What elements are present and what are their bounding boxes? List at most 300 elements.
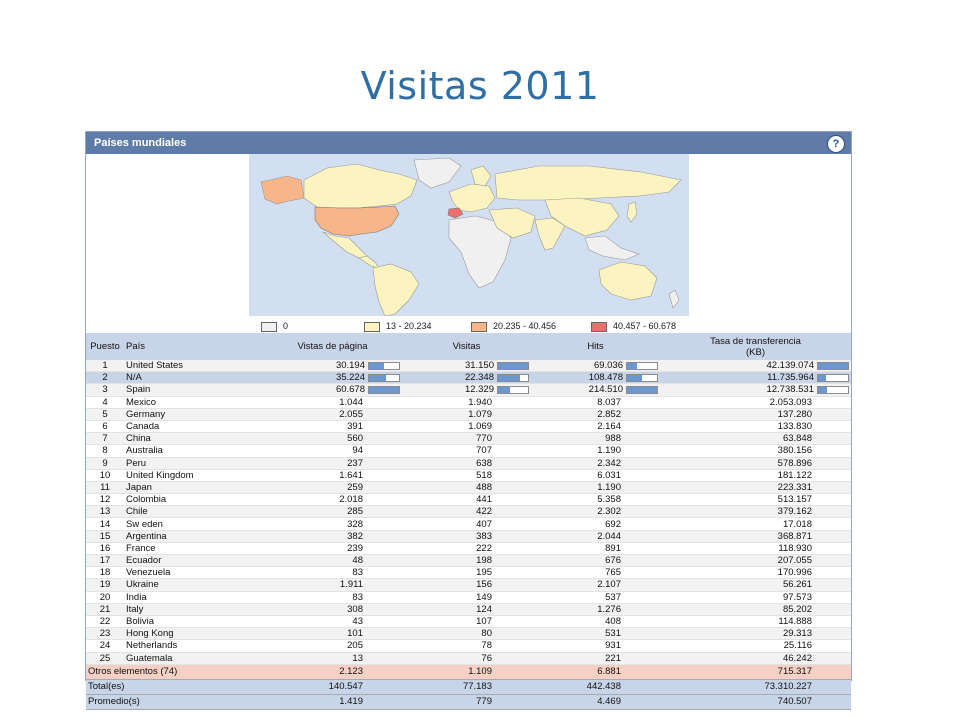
cell-country[interactable]: China [124,433,263,445]
cell-visits [402,555,531,567]
cell-pageviews-value: 205 [347,640,363,652]
cell-transfer [660,652,851,664]
header-rank[interactable]: Puesto [86,333,124,360]
cell-transfer-value: 12.738.531 [766,384,814,396]
cell-hits [531,591,660,603]
cell-hits [531,457,660,469]
legend-item-1 [364,320,432,332]
cell-visits-bar [497,386,529,394]
cell-transfer-bar-fill [818,387,827,393]
cell-hits [531,384,660,396]
summary-label: Total(es) [86,679,263,694]
cell-visits-value: 441 [476,494,492,506]
cell-pageviews [263,360,402,372]
cell-visits-value: 770 [476,433,492,445]
table-row [86,384,851,396]
table-row [86,555,851,567]
cell-visits [402,469,531,481]
cell-hits-value: 676 [605,555,621,567]
cell-visits [402,542,531,554]
cell-transfer-value: 368.871 [777,530,812,542]
cell-hits [531,628,660,640]
cell-pageviews-bar [368,374,400,382]
cell-transfer [660,372,851,384]
cell-country[interactable]: Germany [124,408,263,420]
table-row [86,652,851,664]
cell-rank: 25 [86,652,124,664]
header-transfer-line1: Tasa de transferencia [710,335,801,347]
summary-visits: 1.109 [402,664,531,679]
cell-country[interactable]: United States [124,360,263,372]
cell-hits-value: 2.044 [597,530,621,542]
cell-visits [402,481,531,493]
legend-swatch [471,322,487,332]
legend-label: 13 - 20.234 [386,321,432,331]
cell-transfer [660,555,851,567]
cell-pageviews [263,628,402,640]
cell-visits-value: 12.329 [464,384,494,396]
cell-transfer [660,603,851,615]
cell-pageviews-value: 60.678 [335,384,365,396]
cell-pageviews-value: 48 [352,555,363,567]
cell-visits [402,408,531,420]
cell-transfer [660,591,851,603]
cell-hits-value: 1.190 [597,481,621,493]
cell-country[interactable]: Spain [124,384,263,396]
cell-hits-value: 537 [605,591,621,603]
cell-pageviews [263,591,402,603]
world-map-svg [249,154,689,316]
cell-visits [402,360,531,372]
cell-visits-value: 195 [476,567,492,579]
cell-rank: 23 [86,628,124,640]
legend-swatch [591,322,607,332]
cell-rank: 11 [86,481,124,493]
cell-pageviews [263,372,402,384]
cell-rank: 15 [86,530,124,542]
cell-pageviews [263,640,402,652]
table-row [86,469,851,481]
cell-visits-value: 76 [481,652,492,664]
cell-rank: 2 [86,372,124,384]
table-row [86,360,851,372]
cell-transfer-bar [817,362,849,370]
cell-pageviews-value: 1.044 [339,396,363,408]
cell-pageviews-bar-fill [369,363,384,369]
cell-visits-value: 407 [476,518,492,530]
table-row [86,494,851,506]
cell-transfer [660,408,851,420]
cell-transfer-value: 181.122 [777,469,812,481]
cell-transfer [660,628,851,640]
cell-hits-value: 2.852 [597,408,621,420]
panel-title: Países mundiales [94,137,187,149]
cell-rank: 5 [86,408,124,420]
cell-visits-bar-fill [498,375,520,381]
header-hits[interactable]: Hits [531,333,660,360]
header-pageviews[interactable]: Vistas de página [263,333,402,360]
cell-transfer-value: 11.735.964 [767,372,814,384]
cell-hits-value: 5.358 [597,494,621,506]
cell-hits-bar-fill [627,363,637,369]
cell-rank: 6 [86,420,124,432]
cell-transfer [660,494,851,506]
cell-hits [531,408,660,420]
table-row [86,530,851,542]
cell-hits-value: 765 [605,567,621,579]
cell-visits [402,579,531,591]
cell-transfer-value: 17.018 [782,518,812,530]
cell-transfer [660,615,851,627]
cell-visits-value: 1.079 [468,408,492,420]
legend-item-0 [261,320,288,332]
cell-hits-value: 2.107 [597,579,621,591]
table-row [86,445,851,457]
cell-transfer [660,384,851,396]
cell-pageviews-value: 560 [347,433,363,445]
cell-visits [402,640,531,652]
cell-hits-value: 69.036 [593,360,623,372]
cell-transfer-value: 118.930 [778,542,812,554]
cell-pageviews [263,420,402,432]
cell-rank: 20 [86,591,124,603]
cell-hits-bar-fill [627,375,642,381]
summary-hits: 442.438 [531,679,660,694]
cell-country[interactable]: Italy [124,603,263,615]
summary-row-average [86,694,851,709]
cell-hits-value: 692 [605,518,621,530]
cell-rank: 7 [86,433,124,445]
cell-pageviews [263,494,402,506]
cell-hits [531,494,660,506]
cell-pageviews [263,481,402,493]
cell-country[interactable]: Sw eden [124,518,263,530]
cell-hits-value: 8.037 [597,396,621,408]
cell-pageviews [263,469,402,481]
summary-transfer: 73.310.227 [660,679,851,694]
cell-hits-value: 1.190 [597,445,621,457]
cell-rank: 8 [86,445,124,457]
cell-transfer-value: 29.313 [782,628,812,640]
cell-transfer-value: 207.055 [777,555,812,567]
cell-country[interactable]: Australia [124,445,263,457]
cell-pageviews [263,506,402,518]
cell-country[interactable]: France [124,542,263,554]
table-row [86,372,851,384]
cell-transfer-value: 56.261 [782,579,812,591]
cell-hits-value: 214.510 [588,384,623,396]
cell-hits [531,567,660,579]
cell-hits [531,542,660,554]
cell-hits [531,518,660,530]
cell-pageviews [263,652,402,664]
summary-pageviews: 1.419 [263,694,402,709]
cell-country[interactable]: Mexico [124,396,263,408]
cell-hits [531,396,660,408]
cell-visits-value: 1.069 [468,421,492,433]
cell-country[interactable]: Ukraine [124,579,263,591]
table-row [86,567,851,579]
cell-hits-value: 988 [605,433,621,445]
cell-transfer-value: 223.331 [777,481,812,493]
cell-visits [402,603,531,615]
cell-hits [531,469,660,481]
cell-transfer-value: 2.053.093 [769,396,812,408]
cell-pageviews-bar-fill [369,375,386,381]
panel-header [86,132,851,154]
summary-row-others [86,664,851,679]
cell-rank: 3 [86,384,124,396]
cell-country[interactable]: Canada [124,420,263,432]
legend-item-2 [471,320,556,332]
cell-rank: 13 [86,506,124,518]
cell-transfer [660,640,851,652]
cell-country[interactable]: Guatemala [124,652,263,664]
header-country[interactable]: País [124,333,263,360]
cell-hits [531,652,660,664]
cell-visits-bar-fill [498,363,528,369]
header-transfer-line2: (KB) [746,346,765,358]
cell-pageviews-value: 237 [347,457,363,469]
cell-rank: 14 [86,518,124,530]
cell-visits [402,396,531,408]
cell-transfer-value: 578.896 [777,457,812,469]
cell-transfer-value: 63.848 [782,433,812,445]
table-body [86,360,851,709]
cell-hits [531,372,660,384]
cell-transfer-value: 137.280 [777,408,812,420]
legend-label: 40.457 - 60.678 [613,321,677,331]
cell-transfer-bar [817,386,849,394]
cell-transfer-value: 133.830 [777,421,812,433]
cell-hits-value: 2.164 [597,421,621,433]
cell-pageviews-value: 83 [352,567,363,579]
cell-pageviews [263,542,402,554]
cell-transfer-value: 42.139.074 [766,360,814,372]
cell-visits [402,567,531,579]
cell-visits [402,372,531,384]
cell-visits-bar [497,362,529,370]
slide-title: Visitas 2011 [360,64,600,108]
cell-transfer-value: 114.888 [778,616,812,628]
cell-transfer-bar-fill [818,375,826,381]
cell-hits-value: 2.342 [597,457,621,469]
cell-rank: 1 [86,360,124,372]
cell-visits-value: 383 [476,530,492,542]
cell-pageviews-bar [368,386,400,394]
cell-country[interactable]: N/A [124,372,263,384]
cell-country[interactable]: Hong Kong [124,628,263,640]
world-map [249,154,689,316]
cell-transfer-bar-fill [818,363,848,369]
cell-hits [531,420,660,432]
cell-transfer-value: 85.202 [782,603,812,615]
cell-transfer [660,360,851,372]
cell-pageviews-value: 101 [347,628,363,640]
legend-item-3 [591,320,676,332]
cell-transfer [660,542,851,554]
cell-country[interactable]: Colombia [124,494,263,506]
cell-hits-value: 108.478 [588,372,623,384]
cell-pageviews [263,396,402,408]
cell-rank: 9 [86,457,124,469]
cell-pageviews-value: 2.018 [339,494,363,506]
cell-visits [402,384,531,396]
cell-transfer-value: 379.162 [777,506,812,518]
cell-hits-value: 2.302 [597,506,621,518]
summary-hits: 4.469 [531,694,660,709]
cell-transfer [660,567,851,579]
cell-visits [402,433,531,445]
table-row [86,640,851,652]
world-countries-panel [85,131,852,708]
summary-label: Promedio(s) [86,694,263,709]
header-visits[interactable]: Visitas [402,333,531,360]
cell-rank: 24 [86,640,124,652]
cell-hits-value: 221 [605,652,621,664]
cell-pageviews [263,384,402,396]
cell-rank: 4 [86,396,124,408]
cell-transfer [660,457,851,469]
cell-pageviews-value: 308 [347,603,363,615]
cell-visits [402,530,531,542]
cell-visits [402,445,531,457]
summary-label: Otros elementos (74) [86,664,263,679]
table-row [86,420,851,432]
cell-transfer-value: 25.116 [783,640,812,652]
cell-pageviews-value: 382 [347,530,363,542]
table-row [86,433,851,445]
cell-hits [531,615,660,627]
cell-country[interactable]: India [124,591,263,603]
cell-pageviews-value: 1.641 [339,469,363,481]
map-legend [261,320,741,332]
header-transfer[interactable] [660,333,851,360]
cell-country[interactable]: Netherlands [124,640,263,652]
table-row [86,628,851,640]
cell-transfer-bar [817,374,849,382]
cell-visits [402,591,531,603]
cell-pageviews-value: 30.194 [335,360,365,372]
cell-hits-bar [626,362,658,370]
cell-visits-value: 1.940 [468,396,492,408]
cell-visits-bar-fill [498,387,510,393]
cell-transfer-value: 97.573 [782,591,812,603]
cell-transfer-value: 46.242 [782,652,812,664]
cell-country[interactable]: Ecuador [124,555,263,567]
table-row [86,591,851,603]
cell-rank: 21 [86,603,124,615]
summary-hits: 6.881 [531,664,660,679]
cell-pageviews-value: 391 [347,421,363,433]
cell-visits [402,628,531,640]
cell-hits-bar [626,386,658,394]
cell-hits-value: 6.031 [597,469,621,481]
cell-visits-value: 80 [481,628,492,640]
cell-hits-bar [626,374,658,382]
cell-visits-value: 638 [476,457,492,469]
cell-transfer-value: 170.996 [777,567,812,579]
cell-pageviews [263,518,402,530]
cell-transfer [660,420,851,432]
cell-rank: 22 [86,615,124,627]
cell-hits-value: 408 [605,616,621,628]
cell-transfer [660,445,851,457]
cell-pageviews-bar-fill [369,387,399,393]
cell-pageviews-bar [368,362,400,370]
cell-visits-value: 156 [476,579,492,591]
cell-pageviews-value: 285 [347,506,363,518]
cell-visits-value: 124 [476,603,492,615]
summary-visits: 779 [402,694,531,709]
legend-swatch [261,322,277,332]
cell-visits-value: 518 [476,469,492,481]
cell-visits-value: 222 [476,542,492,554]
cell-pageviews [263,603,402,615]
cell-country[interactable]: Chile [124,506,263,518]
summary-visits: 77.183 [402,679,531,694]
cell-pageviews [263,530,402,542]
cell-rank: 16 [86,542,124,554]
cell-visits-value: 707 [476,445,492,457]
table-row [86,518,851,530]
cell-hits [531,579,660,591]
help-icon[interactable]: ? [827,135,845,153]
legend-label: 0 [283,321,289,331]
summary-row-total [86,679,851,694]
cell-country[interactable]: Venezuela [124,567,263,579]
cell-visits-value: 149 [476,591,492,603]
cell-pageviews-value: 43 [352,616,363,628]
cell-pageviews-value: 35.224 [335,372,365,384]
cell-transfer [660,506,851,518]
summary-transfer: 715.317 [660,664,851,679]
cell-pageviews [263,579,402,591]
cell-country[interactable]: Peru [124,457,263,469]
cell-visits-value: 22.348 [464,372,494,384]
cell-hits [531,445,660,457]
cell-rank: 10 [86,469,124,481]
cell-hits [531,603,660,615]
table-row [86,457,851,469]
cell-pageviews [263,408,402,420]
cell-visits [402,494,531,506]
cell-hits-bar-fill [627,387,657,393]
cell-pageviews [263,567,402,579]
table-row [86,506,851,518]
cell-visits [402,518,531,530]
cell-transfer [660,481,851,493]
table-row [86,408,851,420]
summary-pageviews: 2.123 [263,664,402,679]
cell-country[interactable]: Argentina [124,530,263,542]
cell-transfer [660,579,851,591]
table-row [86,603,851,615]
legend-label: 20.235 - 40.456 [493,321,557,331]
cell-transfer-value: 513.157 [777,494,812,506]
cell-pageviews-value: 13 [352,652,363,664]
cell-transfer [660,469,851,481]
cell-country[interactable]: Japan [124,481,263,493]
cell-rank: 18 [86,567,124,579]
cell-visits-bar [497,374,529,382]
cell-visits [402,652,531,664]
cell-country[interactable]: Bolivia [124,615,263,627]
cell-pageviews [263,445,402,457]
cell-pageviews-value: 1.911 [339,579,363,591]
cell-pageviews-value: 2.055 [339,408,363,420]
cell-country[interactable]: United Kingdom [124,469,263,481]
